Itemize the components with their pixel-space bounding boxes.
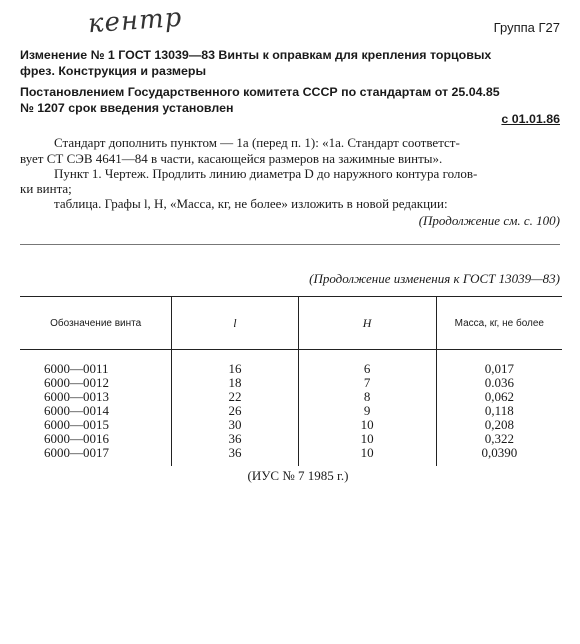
table-row — [20, 350, 562, 377]
cell-l: 26 — [172, 404, 298, 418]
cell-designation: 6000—0012 — [44, 375, 109, 390]
cell-h: 9 — [298, 404, 436, 418]
cell-mass: 0,118 — [436, 404, 562, 418]
table-row — [20, 390, 562, 404]
cell-mass: 0,017 — [436, 350, 562, 377]
cell-designation: 6000—0017 — [44, 445, 109, 460]
cell-l: 36 — [172, 446, 298, 466]
page-break-divider — [20, 244, 560, 245]
cell-l: 22 — [172, 390, 298, 404]
continuation-header: (Продолжение изменения к ГОСТ 13039—83) — [309, 271, 560, 286]
amendment-paragraph-3: таблица. Графы l, H, «Масса, кг, не более» изложить в новой редакции: — [54, 196, 448, 211]
cell-l: 36 — [172, 432, 298, 446]
group-label: Группа Г27 — [493, 20, 560, 35]
cell-h: 10 — [298, 446, 436, 466]
header-designation: Обозначение винта — [20, 297, 172, 350]
dimensions-table — [20, 296, 562, 466]
amendment-paragraph-1-line-1: Стандарт дополнить пунктом — 1а (перед п. 1): «1а. Стандарт соответст- — [54, 135, 460, 150]
cell-mass: 0.036 — [436, 376, 562, 390]
cell-designation: 6000—0016 — [44, 431, 109, 446]
continued-on-page-note: (Продолжение см. с. 100) — [418, 213, 560, 228]
cell-h: 10 — [298, 418, 436, 432]
cell-mass: 0,0390 — [436, 446, 562, 466]
cell-h: 7 — [298, 376, 436, 390]
cell-l: 30 — [172, 418, 298, 432]
header-length-l: l — [172, 297, 298, 350]
header-mass: Масса, кг, не более — [436, 297, 562, 350]
table-row — [20, 376, 562, 390]
cell-mass: 0,322 — [436, 432, 562, 446]
cell-l: 18 — [172, 376, 298, 390]
table-row — [20, 432, 562, 446]
publication-footer: (ИУС № 7 1985 г.) — [247, 468, 349, 483]
table-row — [20, 404, 562, 418]
cell-mass: 0,062 — [436, 390, 562, 404]
cell-h: 6 — [298, 350, 436, 377]
amendment-paragraph-1-line-2: вует СТ СЭВ 4641—84 в части, касающейся размеров на зажимные винты». — [20, 151, 443, 166]
handwritten-annotation: кентр — [87, 2, 184, 40]
cell-h: 10 — [298, 432, 436, 446]
effective-date: с 01.01.86 — [501, 112, 560, 126]
header-height-h: H — [298, 297, 436, 350]
table-row — [20, 446, 562, 466]
cell-designation: 6000—0014 — [44, 403, 109, 418]
cell-designation: 6000—0011 — [44, 361, 109, 376]
change-title-line-2: фрез. Конструкция и размеры — [20, 64, 207, 78]
cell-h: 8 — [298, 390, 436, 404]
table-row — [20, 418, 562, 432]
table-header-row — [20, 297, 562, 350]
amendment-paragraph-2-line-1: Пункт 1. Чертеж. Продлить линию диаметра D до наружного контура голов- — [54, 166, 478, 181]
cell-designation: 6000—0013 — [44, 389, 109, 404]
decree-line-2: № 1207 срок введения установлен — [20, 101, 234, 115]
cell-mass: 0,208 — [436, 418, 562, 432]
amendment-paragraph-2-line-2: ки винта; — [20, 181, 72, 196]
decree-line-1: Постановлением Государственного комитета СССР по стандартам от 25.04.85 — [20, 85, 500, 99]
cell-designation: 6000—0015 — [44, 417, 109, 432]
change-title-line-1: Изменение № 1 ГОСТ 13039—83 Винты к оправкам для крепления торцовых — [20, 48, 492, 62]
cell-l: 16 — [172, 350, 298, 377]
